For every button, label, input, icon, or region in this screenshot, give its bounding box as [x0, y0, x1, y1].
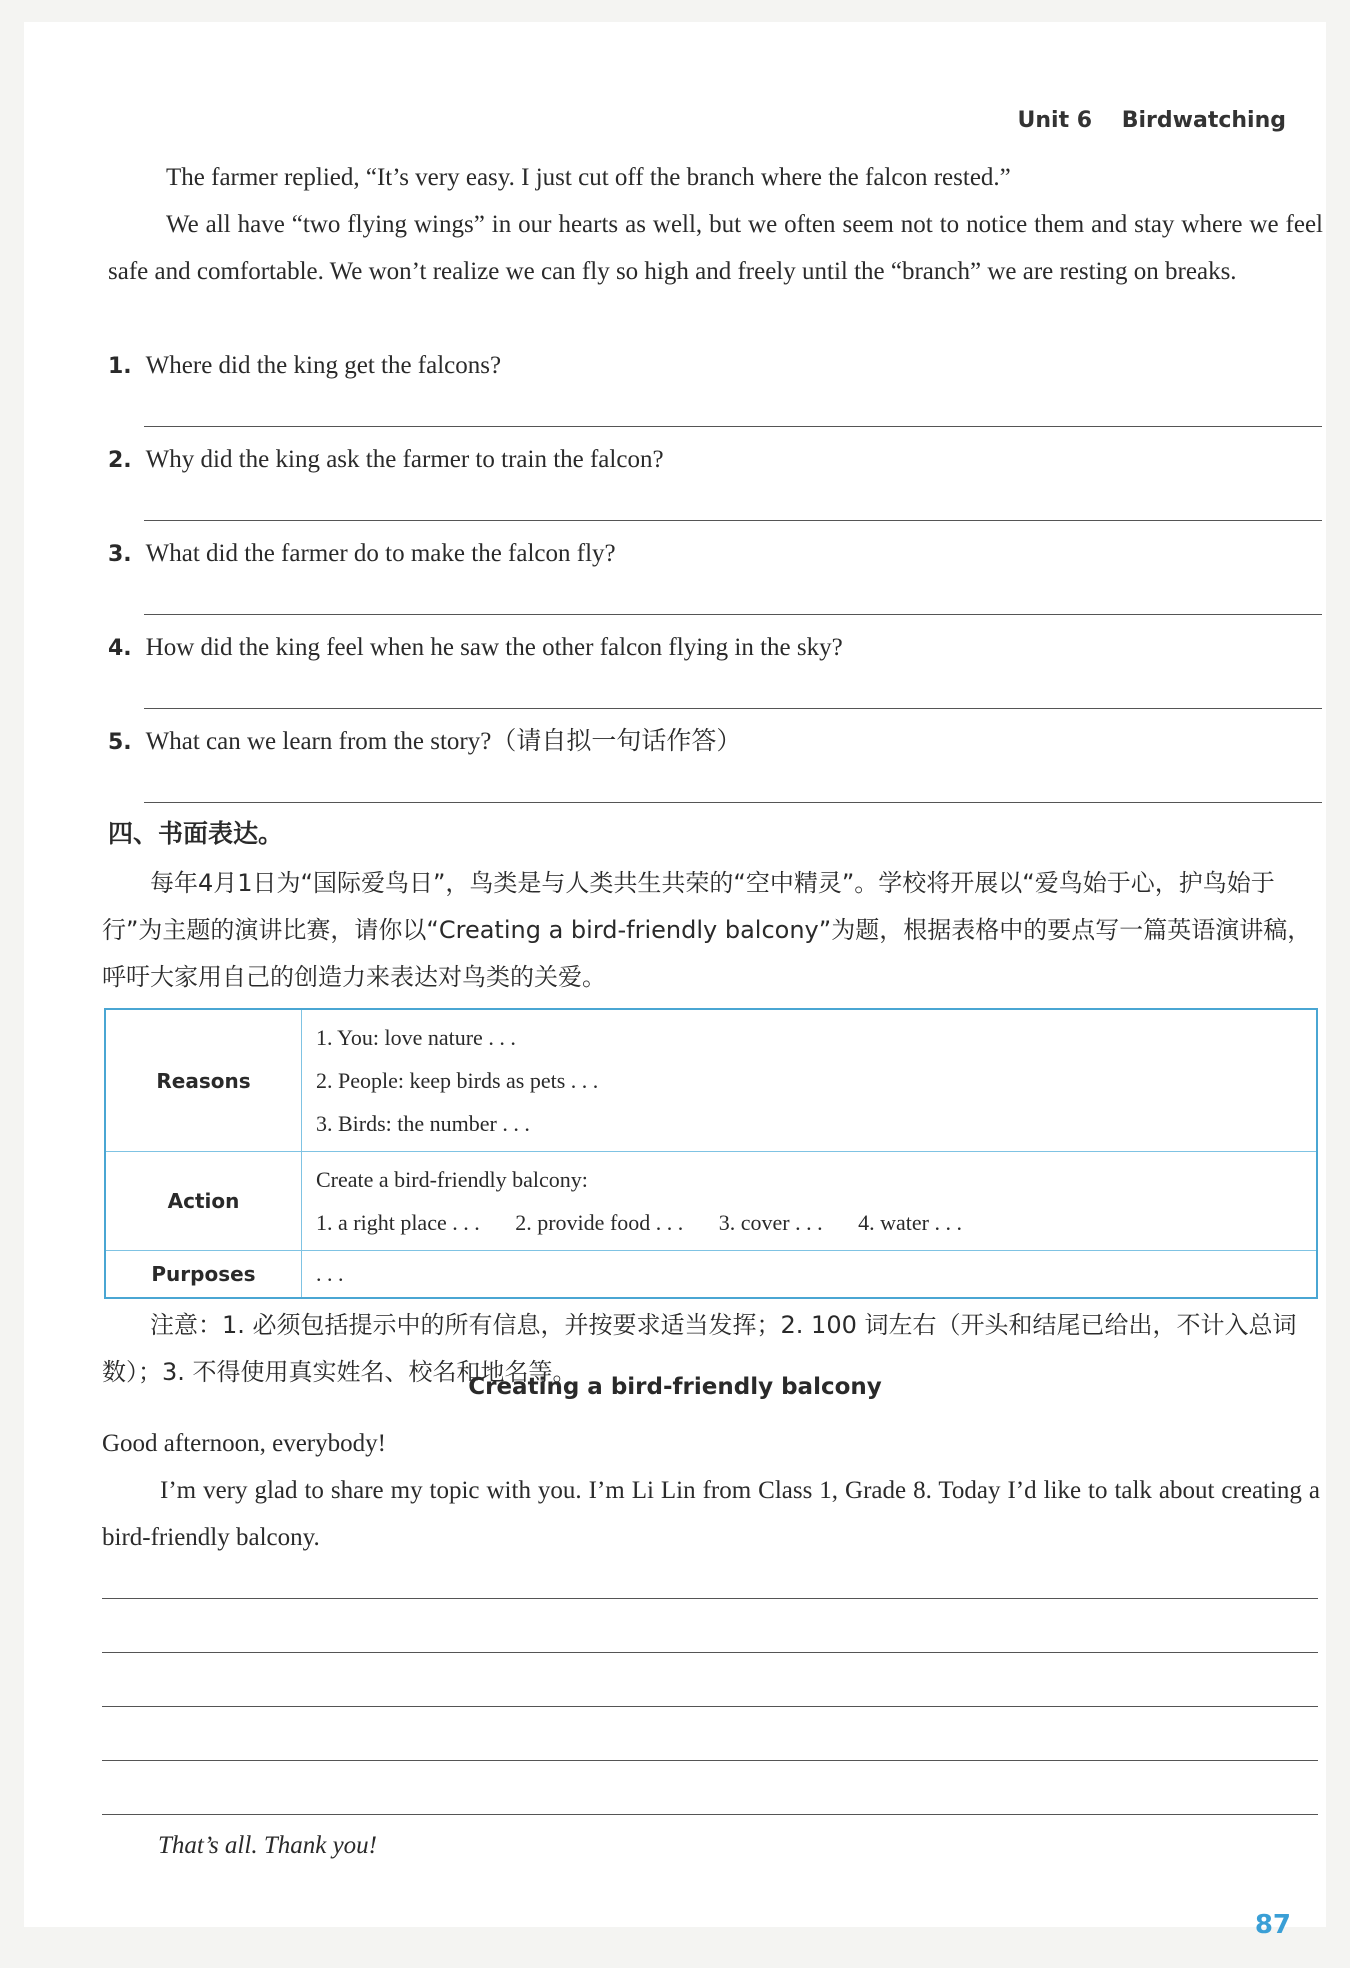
section-heading: 四、书面表达。 [108, 819, 284, 848]
passage-paragraph: We all have “two flying wings” in our hearts as well, but we often seem not to notice them and stay where we feel safe and comfortable. We won’t realize we can fly so high and freely until the “branch” we are resting on breaks. [108, 211, 1323, 285]
purposes-cell: . . . [302, 1251, 1318, 1299]
question-item [108, 440, 664, 481]
action-label: Action [105, 1152, 302, 1251]
question-number: 3. [108, 542, 132, 567]
unit-label: Unit 6 [1017, 108, 1093, 133]
answer-line[interactable] [144, 802, 1322, 803]
reasons-cell [302, 1009, 1318, 1152]
page-number: 87 [1254, 1910, 1291, 1940]
writing-line[interactable] [102, 1706, 1318, 1707]
action-item: 3. cover . . . [718, 1210, 823, 1235]
outline-table [104, 1008, 1318, 1299]
action-item: 2. provide food . . . [515, 1210, 684, 1235]
passage-paragraph: The farmer replied, “It’s very easy. I just cut off the branch where the falcon rested.” [166, 164, 1011, 191]
question-number: 2. [108, 448, 132, 473]
running-header [996, 108, 1286, 133]
question-item [108, 346, 501, 387]
unit-title: Birdwatching [1121, 108, 1286, 133]
question-item [108, 534, 616, 575]
answer-line[interactable] [144, 426, 1322, 427]
question-text: How did the king feel when he saw the other falcon flying in the sky? [145, 634, 843, 661]
question-text: What can we learn from the story?（请自拟一句话作答） [145, 728, 742, 755]
writing-line[interactable] [102, 1652, 1318, 1653]
answer-line[interactable] [144, 708, 1322, 709]
question-text: Why did the king ask the farmer to train the falcon? [145, 446, 664, 473]
essay-opening: I’m very glad to share my topic with you. I’m Li Lin from Class 1, Grade 8. Today I’d like to talk about creating a bird-friendly balcony. [102, 1477, 1320, 1551]
answer-line[interactable] [144, 520, 1322, 521]
question-number: 5. [108, 730, 132, 755]
purposes-label: Purposes [105, 1251, 302, 1299]
action-item: 1. a right place . . . [316, 1210, 480, 1235]
reason-item: 1. You: love nature . . . [316, 1025, 516, 1050]
essay-closing: That’s all. Thank you! [158, 1832, 377, 1859]
question-text: Where did the king get the falcons? [145, 352, 502, 379]
action-item: 4. water . . . [858, 1210, 962, 1235]
question-text: What did the farmer do to make the falcon fly? [145, 540, 616, 567]
reasons-label: Reasons [105, 1009, 302, 1152]
writing-line[interactable] [102, 1760, 1318, 1761]
action-cell [302, 1152, 1318, 1251]
action-intro: Create a bird-friendly balcony: [316, 1167, 588, 1192]
question-number: 4. [108, 636, 132, 661]
workbook-page [24, 22, 1326, 1940]
essay-title: Creating a bird-friendly balcony [468, 1374, 882, 1400]
reason-item: 2. People: keep birds as pets . . . [316, 1068, 599, 1093]
writing-line[interactable] [102, 1814, 1318, 1815]
reason-item: 3. Birds: the number . . . [316, 1111, 530, 1136]
action-items [316, 1201, 1302, 1244]
essay-greeting: Good afternoon, everybody! [102, 1430, 386, 1457]
answer-line[interactable] [144, 614, 1322, 615]
question-item [108, 628, 843, 669]
writing-line[interactable] [102, 1598, 1318, 1599]
question-item [108, 722, 741, 763]
writing-instructions: 每年4月1日为“国际爱鸟日”，鸟类是与人类共生共荣的“空中精灵”。学校将开展以“爱鸟始于心，护鸟始于行”为主题的演讲比赛，请你以“Creating a bird-friendly balcony”为题，根据表格中的要点写一篇英语演讲稿，呼吁大家用自己的创造力来表达对鸟类的关爱。 [102, 869, 1312, 991]
writing-note: 注意：1. 必须包括提示中的所有信息，并按要求适当发挥；2. 100 词左右（开头和结尾已给出，不计入总词数）；3. 不得使用真实姓名、校名和地名等。 [102, 1311, 1297, 1386]
question-number: 1. [108, 354, 132, 379]
